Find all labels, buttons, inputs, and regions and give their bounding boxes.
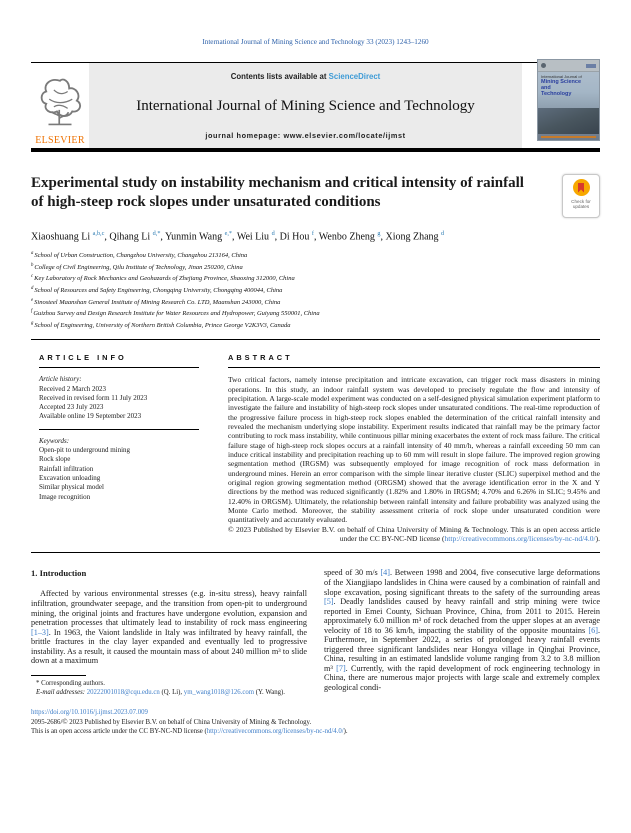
cover-title-line3: and [541, 85, 551, 91]
article-history-item: Available online 19 September 2023 [39, 412, 142, 421]
crossmark-icon [573, 179, 590, 196]
license-line [31, 727, 600, 736]
article-title: Experimental study on instability mechanism and critical intensity of rainfall of high-steep rock slopes under unsaturated conditions [31, 175, 524, 210]
text-segment: ). [595, 534, 600, 544]
inline-link[interactable]: [1–3] [31, 627, 49, 637]
cover-footer-bar [541, 136, 596, 138]
footnote-rule [31, 675, 86, 676]
affiliation-line [31, 284, 600, 296]
affiliation-line [31, 261, 600, 273]
page-footer [31, 708, 600, 736]
abstract-heading-rule [228, 367, 600, 368]
inline-link[interactable]: [4] [380, 568, 390, 578]
affiliation-superscript: c [31, 274, 34, 280]
text-segment: ). [343, 727, 348, 735]
info-section-bottom-rule [31, 552, 600, 553]
elsevier-tree-icon [37, 76, 83, 135]
title-row [31, 174, 600, 218]
affiliation-superscript: a [31, 251, 34, 257]
info-abstract-section [31, 340, 600, 543]
affiliation-text: Guizhou Survey and Design Research Institute for Water Resources and Hydropower, Guiyang 550001, China [33, 310, 320, 318]
article-history-item: Received 2 March 2023 [39, 384, 107, 393]
sciencedirect-link[interactable]: ScienceDirect [328, 72, 381, 81]
text-segment: g [377, 230, 381, 237]
cover-publisher-dot [541, 63, 546, 68]
homepage-line [95, 131, 516, 140]
text-segment: Affected by various environmental stresses (e.g. in-situ stress), heavy rainfall infiltration, groundwater seepage, and the transition from open-pit to underground mining, the original joints and fractures have undergone evolution, expansion and penetration processes that ultimately lead to instability of rock mass engineering [31, 589, 307, 628]
affiliation-text: College of Civil Engineering, Qilu Institute of Technology, Jinan 250200, China [34, 264, 243, 272]
inline-link[interactable]: http://creativecommons.org/licenses/by-nc-nd/4.0/ [206, 727, 344, 735]
check-updates-line2: updates [572, 204, 590, 210]
journal-title: International Journal of Mining Science and Technology [136, 97, 475, 114]
article-info-heading-rule [39, 367, 199, 368]
text-segment: a,b,c [92, 230, 105, 237]
cover-title-line1: International Journal of [541, 74, 582, 79]
check-updates-line1: Check for [571, 199, 591, 204]
inline-link[interactable]: [6] [588, 625, 598, 635]
keyword-item: Rock slope [39, 455, 71, 464]
cover-rock-image [538, 108, 599, 134]
text-segment: , Di Hou [274, 231, 312, 243]
text-segment: , Xiong Zhang [380, 231, 442, 243]
contents-prefix: Contents lists available at [230, 72, 329, 81]
abstract-text: Two critical factors, namely intense precipitation and intricate excavation, can trigger rock mass disasters in mining operations. In this study, an indoor rainfall system was developed to precisely regulate the flow and intensity of precipitation. A large-scale model experiment was conducted on a self-designed physical simulation experiment platform to investigate the failure and instability of high-steep rock slopes under unsaturated conditions. The real-time reproduction of the progressive failure process in high-steep rock slopes enabled the determination of the critical rainfall intensity and revealed the mechanism underlying slope instability. Experiment results indicated that rainfall may be the primary factor contributing to rock mass instability, while continuous pillar mining exacerbates the extent of rock mass failure. The critical failure stage of high-steep rock slopes occurs at a rainfall intensity of 40 mm/h, whereas a rainfall exceeding 50 mm can induce critical instability and precipitation reaching up to 60 mm will result in slope failure. The improved region growing segmentation method (IRGSM) was subsequently employed for image recognition of rock mass deformation in underground mines. Herein an error comparison with the simple linear iterative cluster (SLIC) superpixel method and the original region growing segmentation method (ORGSM) showed that the average identification error in the X and Y directions by the method was reduced significantly (1.82% and 1.80% in IRGSM; 4.70% and 6.26% in SLIC; 9.45% and 12.40% in ORGSM). Ultimately, the relationship between rainfall intensity and failure probability was analyzed using the Monte Carlo method. Moreover, the stability assessment criteria of rock slope under unsaturated condition were quantitatively and accurately evaluated. [228, 375, 600, 525]
elsevier-logo[interactable] [31, 63, 89, 148]
abstract-heading: ABSTRACT [228, 353, 293, 363]
abstract-column [228, 353, 600, 543]
corresponding-authors-note: * Corresponding authors. [36, 679, 105, 687]
text-segment: , Yunmin Wang [160, 231, 225, 243]
bookmark-icon [578, 183, 584, 193]
article-history-list [39, 385, 199, 422]
affiliation-list [31, 249, 600, 330]
cover-title-line2: Mining Science [541, 79, 582, 85]
text-segment: , Wei Liu [232, 231, 272, 243]
cover-title [538, 72, 599, 99]
intro-paragraph-left [31, 589, 307, 665]
text-segment: e,* [224, 230, 232, 237]
affiliation-text: Key Laboratory of Rock Mechanics and Geohazards of Zhejiang Province, Shaoxing 312000, China [34, 275, 295, 283]
article-info-divider-rule [39, 429, 199, 430]
check-for-updates-badge[interactable] [562, 174, 600, 218]
text-segment: , Qihang Li [104, 231, 153, 243]
intro-paragraph-right [324, 568, 600, 692]
affiliation-superscript: g [31, 320, 34, 326]
text-segment: E-mail addresses: [36, 689, 87, 697]
issn-copyright-line: 2095-2686/© 2023 Published by Elsevier B.V. on behalf of China University of Mining & Technology. [31, 718, 312, 726]
article-history-item: Received in revised form 11 July 2023 [39, 393, 148, 402]
article-history-label: Article history: [39, 375, 82, 384]
keyword-item: Open-pit to underground mining [39, 446, 131, 455]
affiliation-text: Sinosteel Maanshan General Institute of Mining Research Co. LTD, Maanshan 243000, China [34, 298, 281, 306]
cover-top-strip [538, 60, 599, 72]
keyword-item: Excavation unloading [39, 473, 101, 482]
text-segment: speed of 30 m/s [324, 568, 381, 578]
cover-title-line4: Technology [541, 91, 572, 97]
journal-banner [89, 63, 522, 148]
doi-link[interactable]: https://doi.org/10.1016/j.ijmst.2023.07.009 [31, 709, 148, 717]
text-segment: f [311, 230, 314, 237]
affiliation-line [31, 249, 600, 261]
inline-link[interactable]: ym_wang1018@126.com [183, 689, 255, 697]
keyword-item: Rainfall infiltration [39, 464, 94, 473]
keyword-item: Image recognition [39, 492, 91, 501]
author-list [31, 230, 600, 242]
text-segment: d [441, 230, 445, 237]
text-segment: Xiaoshuang Li [31, 231, 93, 243]
affiliation-line [31, 272, 600, 284]
affiliation-line [31, 319, 600, 331]
body-left-column [31, 568, 307, 697]
journal-citation-link[interactable]: International Journal of Mining Science and Technology 33 (2023) 1243–1260 [202, 38, 429, 46]
text-segment: . Currently, with the rapid development of rock engineering technology in China, there are numerous major projects with large scale and extremely complex geological condi- [324, 663, 600, 693]
article-info-column [31, 353, 199, 543]
homepage-url-link[interactable]: www.elsevier.com/locate/ijmst [283, 131, 406, 140]
text-segment: This is an open access article under the CC BY-NC-ND license ( [31, 727, 207, 735]
check-updates-label [571, 199, 591, 210]
text-segment: . Between 1998 and 2004, five consecutive large deformations of the Xiangjiapo landslides in China were caused by a combination of rainfall and slope excavation, posing significant threats to the safety of the surrounding areas [324, 568, 600, 597]
keywords-label: Keywords: [39, 436, 70, 445]
abstract-copyright [228, 525, 600, 544]
text-segment: d,* [152, 230, 161, 237]
text-segment: . In 1963, the Vaiont landslide in Italy was infiltrated by heavy rainfall, the brittle fractures in the clay layer expanded and eventually led to progressive instability. As a result, it caused the mountain mass of about 240 million m³ to slide down at a maximum [31, 627, 307, 666]
section-heading-introduction: 1. Introduction [31, 568, 87, 579]
affiliation-line [31, 307, 600, 319]
body-right-column [324, 568, 600, 697]
affiliation-text: School of Urban Construction, Changzhou University, Changzhou 213164, China [34, 252, 248, 260]
email-addresses-line [31, 688, 307, 697]
text-segment: (Q. Li), [159, 689, 184, 697]
text-segment: , Wenbo Zheng [313, 231, 378, 243]
text-segment: (Y. Wang). [254, 689, 285, 697]
keywords-list [39, 446, 199, 502]
journal-header [31, 63, 600, 148]
journal-cover-thumbnail[interactable] [537, 59, 600, 141]
text-segment: . Deadly landslides caused by heavy rainfall and strip mining were twice reported in Emei County, Sichuan Province, China, from 2011 to 2015. Herein approximately 6.0 million m³ of rock detached from the upper slopes at an average velocity of 18 to 36 km/h, impacting the stability of the opposite mountains [324, 597, 600, 635]
homepage-label: journal homepage: [205, 131, 284, 140]
article-info-heading: ARTICLE INFO [39, 353, 127, 363]
header-bottom-rule [31, 148, 600, 152]
text-segment: © 2023 Published by Elsevier B.V. on behalf of China University of Mining & Technology. This is an open access article under the CC BY-NC-ND license ( [228, 524, 600, 544]
inline-link[interactable]: 20222001018@cqu.edu.cn [86, 689, 160, 697]
text-segment: d [271, 230, 275, 237]
cover-barcode-mark [586, 64, 596, 68]
affiliation-text: School of Engineering, University of Northern British Columbia, Prince George V2K3V3, Canada [34, 321, 291, 329]
inline-link[interactable]: [5] [324, 597, 334, 607]
article-history-item: Accepted 23 July 2023 [39, 403, 104, 412]
affiliation-superscript: b [31, 262, 34, 268]
affiliation-superscript: f [31, 309, 33, 315]
affiliation-line [31, 296, 600, 308]
keyword-item: Similar physical model [39, 483, 104, 492]
body-columns [31, 568, 600, 697]
inline-link[interactable]: http://creativecommons.org/licenses/by-nc-nd/4.0/ [444, 534, 596, 544]
contents-line [95, 72, 516, 81]
affiliation-superscript: d [31, 286, 34, 292]
inline-link[interactable]: [7] [336, 663, 346, 673]
affiliation-superscript: e [31, 297, 34, 303]
footnote-block [31, 675, 307, 697]
affiliation-text: School of Resources and Safety Engineering, Chongqing University, Chongqing 400044, China [34, 287, 283, 295]
elsevier-wordmark: ELSEVIER [35, 135, 85, 146]
text-segment: . Furthermore, in September 2022, a series of prolonged heavy rainfall events triggered three significant landslides near Hongya village in Qinghai Province, China, resulting in an estimated landslide volume ranging from 3.2 to 3.8 million m³ [324, 625, 600, 673]
